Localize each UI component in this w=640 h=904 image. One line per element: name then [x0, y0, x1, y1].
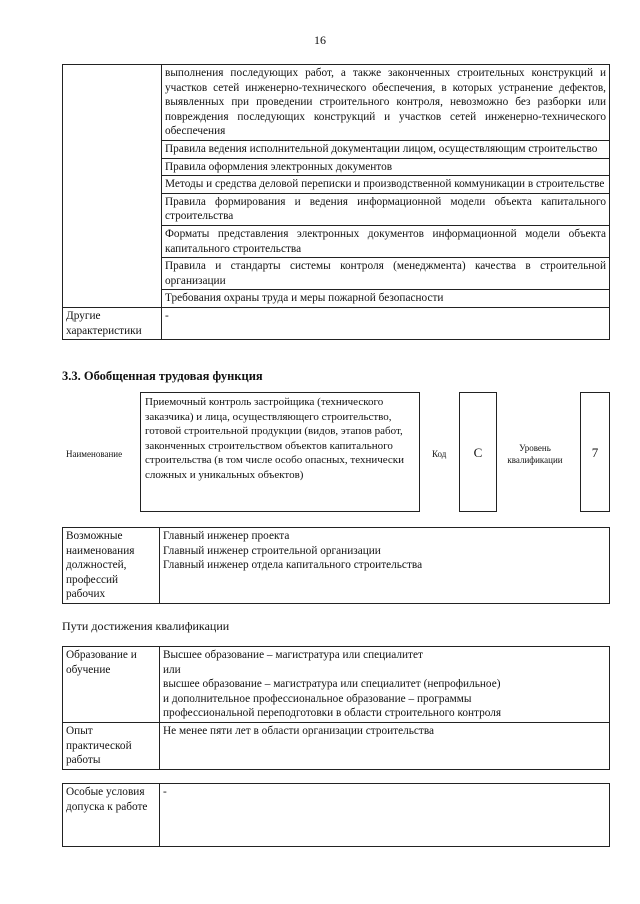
table-cell: Правила формирования и ведения информационной модели объекта капитального строительства	[162, 193, 610, 225]
row-label: Особые условия допуска к работе	[63, 784, 160, 847]
page-number: 16	[314, 33, 326, 47]
code-box: С	[459, 392, 497, 512]
table-cell: Методы и средства деловой переписки и производственной коммуникации в строительстве	[162, 176, 610, 194]
table-cell: -	[160, 784, 610, 847]
table-row	[63, 722, 610, 769]
table-cell: Правила и стандарты системы контроля (менеджмента) качества в строительной организации	[162, 258, 610, 290]
text-line: и дополнительное профессиональное образование – программы	[163, 692, 472, 705]
table-cell: Форматы представления электронных документов информационной модели объекта капитального строительства	[162, 225, 610, 257]
text-line: высшее образование – магистратура или специалитет (непрофильное)	[163, 678, 501, 691]
table-cell-empty	[63, 65, 162, 308]
table-row	[63, 784, 610, 847]
list-item: Главный инженер строительной организации	[163, 544, 381, 557]
special-conditions-table	[62, 783, 610, 847]
table-row	[63, 307, 610, 339]
row-label: Другие характеристики	[63, 307, 162, 339]
text-line: Высшее образование – магистратура или специалитет	[163, 649, 423, 661]
knowledge-table	[62, 64, 610, 340]
level-label: Уровень квалификации	[507, 443, 563, 465]
row-label: Опыт практической работы	[63, 722, 160, 769]
table-cell: выполнения последующих работ, а также законченных строительных конструкций и участков сетей инженерно-технического обеспечения, в которых устранение дефектов, выявленных при проведении строительного контроля, невозможно без разборки или повреждения последующих конструкций и участков сетей инженерно-технического обеспечения	[162, 65, 610, 141]
table-row	[63, 65, 610, 141]
table-cell: -	[162, 307, 610, 339]
code-label: Код	[432, 449, 447, 459]
table-cell: Правила оформления электронных документов	[162, 158, 610, 176]
list-item: Главный инженер отдела капитального строительства	[163, 559, 423, 572]
row-label: Возможные наименования должностей, профессий рабочих	[63, 528, 160, 604]
paths-heading: Пути достижения квалификации	[62, 619, 230, 633]
level-box: 7	[580, 392, 610, 512]
text-line: профессиональной переподготовки в области строительного контроля	[163, 707, 502, 720]
table-cell	[160, 528, 610, 604]
table-cell: Не менее пяти лет в области организации строительства	[160, 722, 610, 769]
table-cell	[160, 647, 610, 723]
row-label: Образование и обучение	[63, 647, 160, 723]
table-cell: Правила ведения исполнительной документации лицом, осуществляющим строительство	[162, 140, 610, 158]
name-label: Наименование	[66, 449, 123, 459]
function-name-box: Приемочный контроль застройщика (технического заказчика) и лица, осуществляющего строительство, готовой строительной продукции (видов, этапов работ, законченных строительством объектов капитального строительства (в том числе особо опасных, технически сложных и уникальных объектов)	[140, 392, 420, 512]
education-table	[62, 646, 610, 770]
section-heading: 3.3. Обобщенная трудовая функция	[62, 369, 263, 383]
list-item: Главный инженер проекта	[163, 530, 290, 542]
table-cell: Требования охраны труда и меры пожарной безопасности	[162, 290, 610, 308]
table-row	[63, 647, 610, 723]
table-row	[63, 528, 610, 604]
positions-table	[62, 527, 610, 604]
text-line: или	[163, 663, 181, 676]
